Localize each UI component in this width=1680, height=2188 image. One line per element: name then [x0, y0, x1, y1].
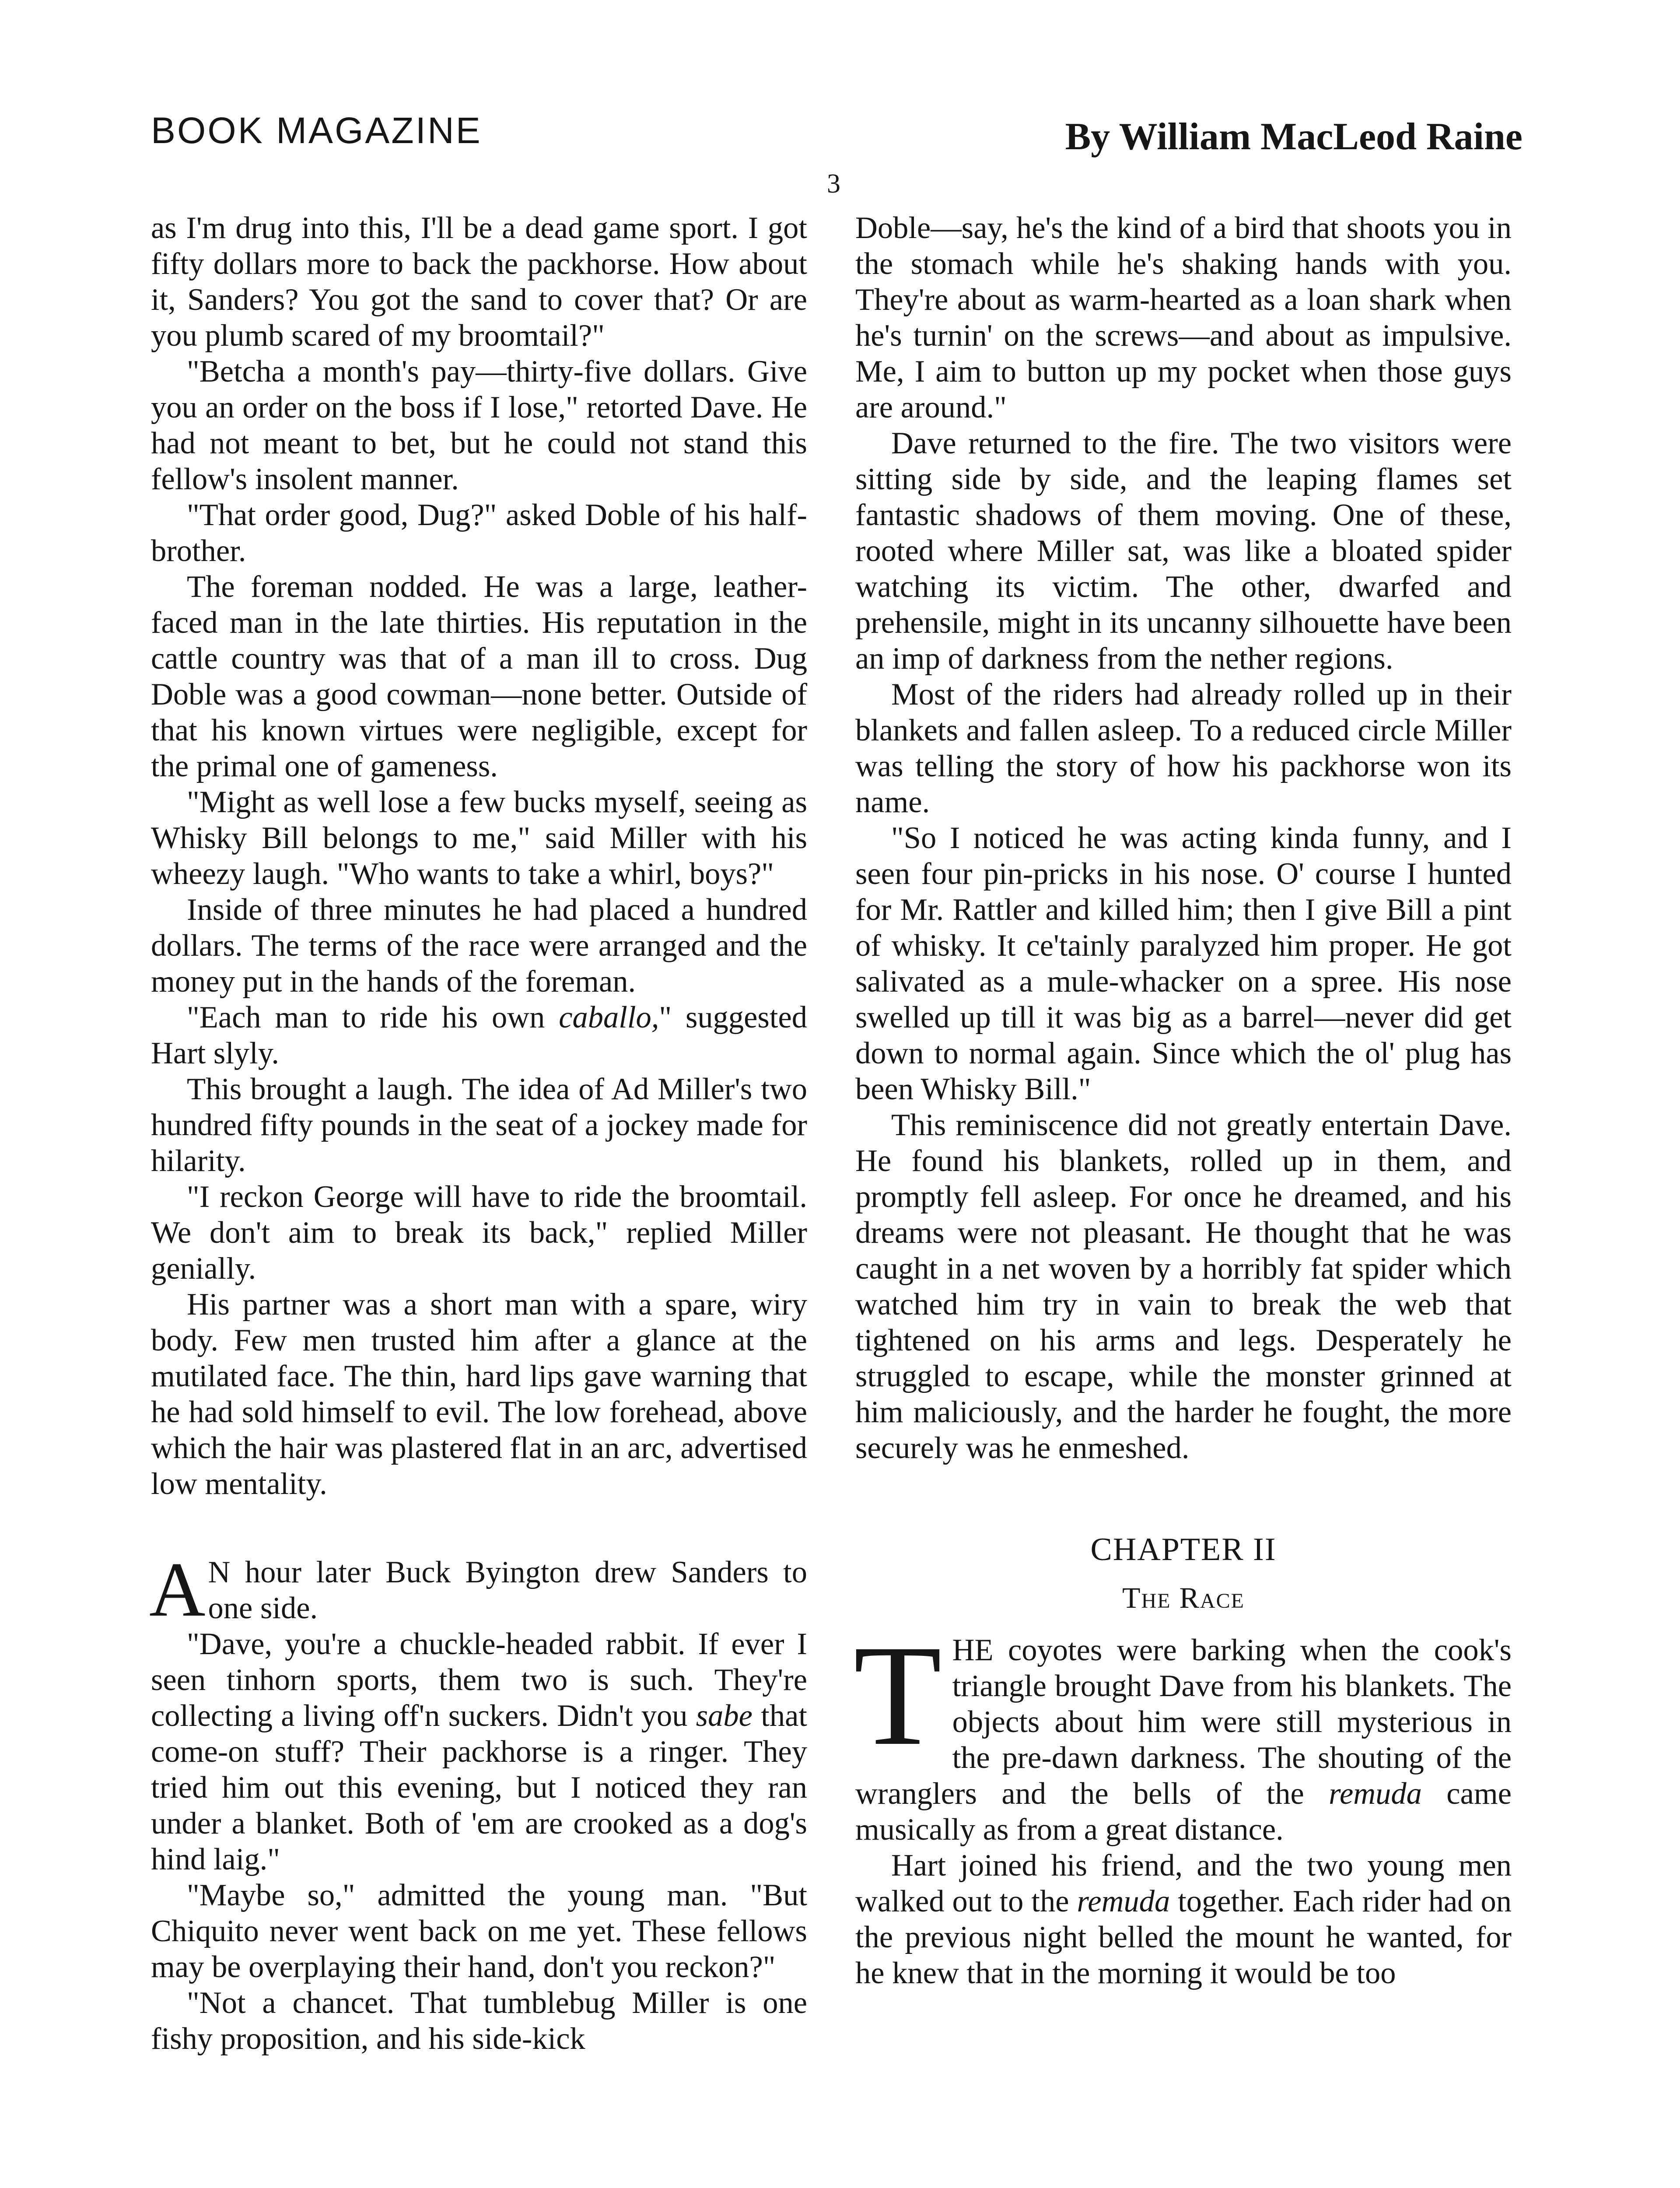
- author-byline: By William MacLeod Raine: [1065, 116, 1522, 158]
- paragraph: This brought a laugh. The idea of Ad Miller's two hundred fifty pounds in the seat of a jockey made for hilarity.: [151, 1072, 807, 1178]
- paragraph: "Betcha a month's pay—thirty-five dollars. Give you an order on the boss if I lose," retorted Dave. He had not meant to bet, but he could not stand this fellow's insolent manner.: [151, 354, 807, 496]
- text-run: together. Each rider had on the previous night belled the mount he wanted, for he knew that in the morning it would be too: [855, 1884, 1512, 1990]
- text-run: HE coyotes were barking when the cook's triangle brought Dave from his blankets. The objects about him were still mysterious in the pre-dawn darkness. The shouting of the wranglers and the bells of the: [855, 1633, 1512, 1811]
- drop-cap: T: [854, 1616, 942, 1775]
- text-run: N hour later Buck Byington drew Sanders to one side.: [208, 1555, 807, 1625]
- paragraph: [149, 1546, 807, 1633]
- paragraph: Most of the riders had already rolled up in their blankets and fallen asleep. To a reduced circle Miller was telling the story of how his packhorse won its name.: [855, 677, 1512, 819]
- paragraph: "I reckon George will have to ride the broomtail. We don't aim to break its back," replied Miller genially.: [151, 1180, 807, 1286]
- text-run: came musically as from a great distance.: [855, 1777, 1512, 1847]
- paragraph: His partner was a short man with a spare, wiry body. Few men trusted him after a glance at the mutilated face. The thin, hard lips gave warning that he had sold himself to evil. The low forehead, above which the hair was plastered flat in an arc, advertised low mentality.: [151, 1287, 807, 1501]
- text-run: that come-on stuff? Their packhorse is a ringer. They tried him out this evening, but I noticed they ran under a blanket. Both of 'em are crooked as a dog's hind laig.": [151, 1699, 807, 1876]
- text-run: " suggested Hart slyly.: [151, 1000, 807, 1070]
- paragraph: "That order good, Dug?" asked Doble of his half-brother.: [151, 498, 807, 568]
- paragraph: [855, 1848, 1512, 1991]
- left-column: [151, 210, 807, 2057]
- paragraph: The foreman nodded. He was a large, leather-faced man in the late thirties. His reputation in the cattle country was that of a man ill to cross. Dug Doble was a good cowman—none better. Outside of that his known virtues were negligible, except for the primal one of gameness.: [151, 570, 807, 783]
- paragraph: Inside of three minutes he had placed a hundred dollars. The terms of the race were arranged and the money put in the hands of the foreman.: [151, 893, 807, 999]
- text-run: "Dave, you're a chuckle-headed rabbit. If ever I seen tinhorn sports, them two is such. They're collecting a living off'n suckers. Didn't you: [151, 1627, 807, 1733]
- paragraph: Dave returned to the fire. The two visitors were sitting side by side, and the leaping flames set fantastic shadows of them moving. One of these, rooted where Miller sat, was like a bloated spider watching its victim. The other, dwarfed and prehensile, might in its uncanny silhouette have been an imp of darkness from the nether regions.: [855, 426, 1512, 676]
- paragraph: [151, 999, 807, 1071]
- paragraph: Doble—say, he's the kind of a bird that shoots you in the stomach while he's shaking hands with you. They're about as warm-hearted as a loan shark when he's turnin' on the screws—and about as impulsive. Me, I aim to button up my pocket when those guys are around.": [855, 211, 1512, 424]
- chapter-title: CHAPTER II: [1090, 1532, 1277, 1567]
- paragraph: "Not a chancet. That tumblebug Miller is one fishy proposition, and his side-kick: [151, 1986, 807, 2056]
- paragraph: [854, 1616, 1512, 1848]
- italic-text: caballo,: [559, 1000, 659, 1034]
- paragraph: as I'm drug into this, I'll be a dead game sport. I got fifty dollars more to back the packhorse. How about it, Sanders? You got the sand to cover that? Or are you plumb scared of my broomtail?": [151, 211, 807, 353]
- paragraph: [151, 1626, 807, 1877]
- paragraph: This reminiscence did not greatly entertain Dave. He found his blankets, rolled up in them, and promptly fell asleep. For once he dreamed, and his dreams were not pleasant. He thought that he was caught in a net woven by a horribly fat spider which watched him try in vain to break the web that tightened on his arms and legs. Desperately he struggled to escape, while the monster grinned at him maliciously, and the harder he fought, the more securely was he enmeshed.: [855, 1108, 1512, 1465]
- paragraph: "Maybe so," admitted the young man. "But Chiquito never went back on me yet. These fellows may be overplaying their hand, don't you reckon?": [151, 1878, 807, 1984]
- text-run: Hart joined his friend, and the two young men walked out to the: [855, 1848, 1512, 1918]
- page-number: 3: [827, 169, 840, 199]
- italic-text: remuda: [1077, 1884, 1170, 1918]
- italic-text: remuda: [1329, 1777, 1422, 1811]
- paragraph: "Might as well lose a few bucks myself, seeing as Whisky Bill belongs to me," said Miller with his wheezy laugh. "Who wants to take a whirl, boys?": [151, 785, 807, 891]
- right-column: [855, 210, 1512, 1991]
- chapter-subtitle: The Race: [1122, 1581, 1245, 1614]
- paragraph: "So I noticed he was acting kinda funny, and I seen four pin-pricks in his nose. O' course I hunted for Mr. Rattler and killed him; then I give Bill a pint of whisky. It ce'tainly paralyzed him proper. He got salivated as a mule-whacker on a spree. His nose swelled up till it was big as a barrel—never did get down to normal again. Since which the ol' plug has been Whisky Bill.": [855, 821, 1512, 1106]
- drop-cap: A: [149, 1546, 206, 1633]
- text-run: "Each man to ride his own: [187, 1000, 559, 1034]
- italic-text: sabe: [696, 1699, 752, 1733]
- magazine-title: BOOK MAGAZINE: [151, 110, 482, 151]
